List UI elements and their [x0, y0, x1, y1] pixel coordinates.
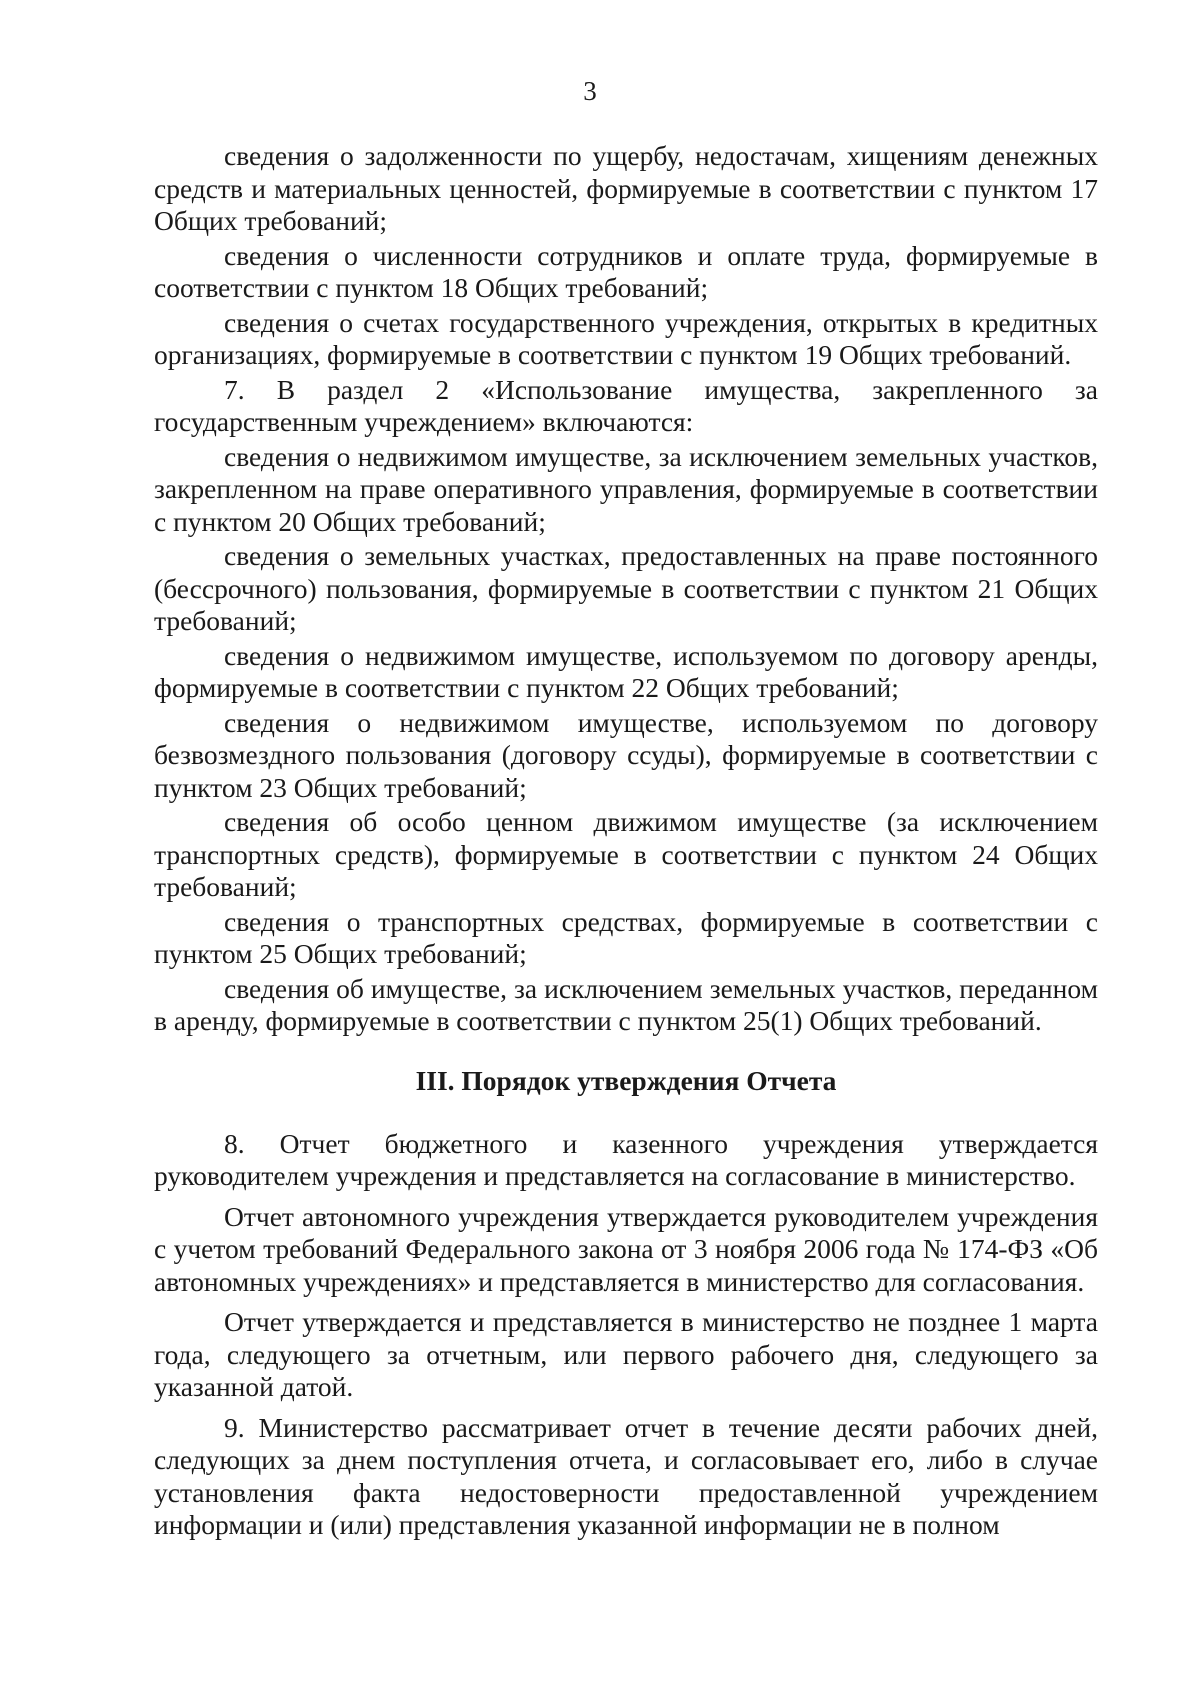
paragraph-approval-budget: 8. Отчет бюджетного и казенного учреждения утверждается руководителем учреждения и представляется на согласование в министерство.	[154, 1127, 1098, 1191]
paragraph-real-estate-info: сведения о недвижимом имуществе, за исключением земельных участков, закрепленном на праве оперативного управления, формируемые в соответствии с пунктом 20 Общих требований;	[154, 440, 1098, 537]
paragraph-land-plots-info: сведения о земельных участках, предоставленных на праве постоянного (бессрочного) пользования, формируемые в соответствии с пунктом 21 Общих требований;	[154, 540, 1098, 636]
paragraph-ministry-review: 9. Министерство рассматривает отчет в течение десяти рабочих дней, следующих за днем поступления отчета, и согласовывает его, либо в случае установления факта недостоверности предоставленной учреждением информации и (или) представления указанной информации не в полном	[154, 1411, 1098, 1540]
paragraph-approval-autonomous: Отчет автономного учреждения утверждается руководителем учреждения с учетом требований Федерального закона от 3 ноября 2006 года № 174-ФЗ «Об автономных учреждениях» и представляется в министерство для согласования.	[154, 1200, 1098, 1297]
paragraph-approval-deadline: Отчет утверждается и представляется в министерство не позднее 1 марта года, следующего за отчетным, или первого рабочего дня, следующего за указанной датой.	[154, 1306, 1098, 1402]
paragraph-valuable-property-info: сведения об особо ценном движимом имуществе (за исключением транспортных средств), формируемые в соответствии с пунктом 24 Общих требований;	[154, 806, 1098, 902]
document-body	[154, 140, 1098, 1542]
paragraph-accounts-info: сведения о счетах государственного учреждения, открытых в кредитных организациях, формируемые в соответствии с пунктом 19 Общих требований.	[154, 306, 1098, 370]
paragraph-debt-info: сведения о задолженности по ущербу, недостачам, хищениям денежных средств и материальных ценностей, формируемые в соответствии с пунктом 17 Общих требований;	[154, 140, 1098, 236]
paragraph-lease-info: сведения о недвижимом имуществе, используемом по договору аренды, формируемые в соответствии с пунктом 22 Общих требований;	[154, 639, 1098, 703]
paragraph-vehicles-info: сведения о транспортных средствах, формируемые в соответствии с пунктом 25 Общих требований;	[154, 905, 1098, 969]
paragraph-section-2-intro: 7. В раздел 2 «Использование имущества, закрепленного за государственным учреждением» включаются:	[154, 373, 1098, 437]
page-number: 3	[583, 76, 597, 106]
section-heading: III. Порядок утверждения Отчета	[415, 1064, 837, 1096]
paragraph-staff-info: сведения о численности сотрудников и оплате труда, формируемые в соответствии с пунктом 18 Общих требований;	[154, 239, 1098, 303]
paragraph-free-use-info: сведения о недвижимом имуществе, используемом по договору безвозмездного пользования (договору ссуды), формируемые в соответствии с пунктом 23 Общих требований;	[154, 706, 1098, 803]
paragraph-leased-out-info: сведения об имуществе, за исключением земельных участков, переданном в аренду, формируемые в соответствии с пунктом 25(1) Общих требований.	[154, 972, 1098, 1036]
